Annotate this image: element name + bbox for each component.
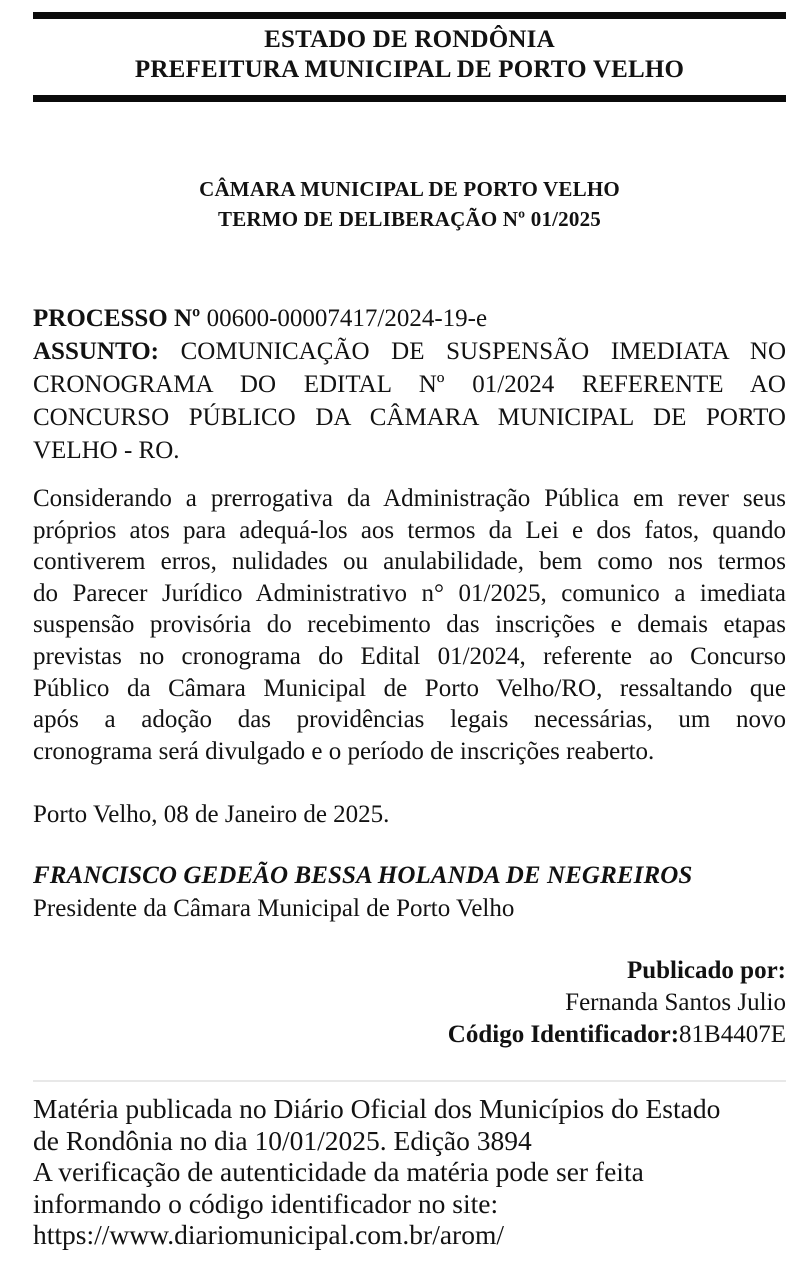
letterhead (33, 19, 786, 95)
processo-value: 00600-00007417/2024-19-e (206, 305, 488, 332)
assunto-line-1 (33, 335, 786, 368)
assunto-line-1-text: COMUNICAÇÃO DE SUSPENSÃO IMEDIATA NO (180, 338, 787, 365)
published-by-name: Fernanda Santos Julio (565, 989, 786, 1017)
identifier-code-value: 81B4407E (679, 1021, 786, 1049)
processo-line (33, 302, 786, 335)
footer-note (33, 1093, 786, 1250)
body-line: cronograma será divulgado e o período de inscrições reaberto. (33, 737, 655, 765)
body-line: do Parecer Jurídico Administrativo n° 01/2025, comunico a imediata (33, 579, 786, 607)
document-content (33, 12, 786, 1250)
assunto-label: ASSUNTO: (33, 338, 181, 365)
assunto-line-4: VELHO - RO. (33, 437, 180, 464)
signer-role: Presidente da Câmara Municipal de Porto Velho (33, 895, 515, 923)
processo-assunto-block (33, 302, 786, 467)
assunto-line-2: CRONOGRAMA DO EDITAL Nº 01/2024 REFERENTE AO (33, 371, 786, 398)
body-line: Considerando a prerrogativa da Administração Pública em rever seus (33, 485, 786, 512)
body-paragraph (33, 483, 786, 767)
letterhead-city-line: PREFEITURA MUNICIPAL DE PORTO VELHO (134, 56, 685, 83)
footer-line: A verificação de autenticidade da matéria pode ser feita (33, 1156, 644, 1188)
footer-divider (33, 1080, 786, 1082)
identifier-code-label: Código Identificador: (447, 1021, 680, 1049)
letterhead-bottom-rule (33, 95, 786, 102)
dateline: Porto Velho, 08 de Janeiro de 2025. (33, 801, 390, 829)
identifier-code-line (33, 1019, 786, 1051)
published-by-label: Publicado por: (626, 957, 786, 985)
signature-block (33, 859, 786, 925)
title-term-line: TERMO DE DELIBERAÇÃO Nº 01/2025 (217, 207, 601, 231)
body-line: contiverem erros, nulidades ou anulabilidade, bem como nos termos (33, 548, 786, 576)
footer-url: https://www.diariomunicipal.com.br/arom/ (33, 1218, 504, 1250)
body-line: próprios atos para adequá-los aos termos da Lei e dos fatos, quando (33, 516, 786, 544)
processo-label: PROCESSO Nº (33, 305, 207, 332)
body-line: previstas no cronograma do Edital 01/2024, referente ao Concurso (33, 642, 786, 670)
letterhead-top-rule (33, 12, 786, 19)
footer-line: Matéria publicada no Diário Oficial dos Municípios do Estado (33, 1093, 721, 1125)
footer-line: de Rondônia no dia 10/01/2025. Edição 3894 (33, 1124, 532, 1156)
letterhead-state-line: ESTADO DE RONDÔNIA (264, 26, 555, 53)
title-organ-line: CÂMARA MUNICIPAL DE PORTO VELHO (199, 177, 620, 201)
document-title (33, 174, 786, 234)
footer-line: informando o código identificador no site: (33, 1187, 499, 1219)
body-line: Público da Câmara Municipal de Porto Velho/RO, ressaltando que (33, 674, 786, 702)
publication-block (33, 955, 786, 1051)
body-line: após a adoção das providências legais necessárias, um novo (33, 706, 786, 734)
assunto-line-3: CONCURSO PÚBLICO DA CÂMARA MUNICIPAL DE PORTO (33, 404, 786, 431)
body-line: suspensão provisória do recebimento das inscrições e demais etapas (33, 611, 786, 639)
signer-name: FRANCISCO GEDEÃO BESSA HOLANDA DE NEGREIROS (33, 862, 693, 890)
